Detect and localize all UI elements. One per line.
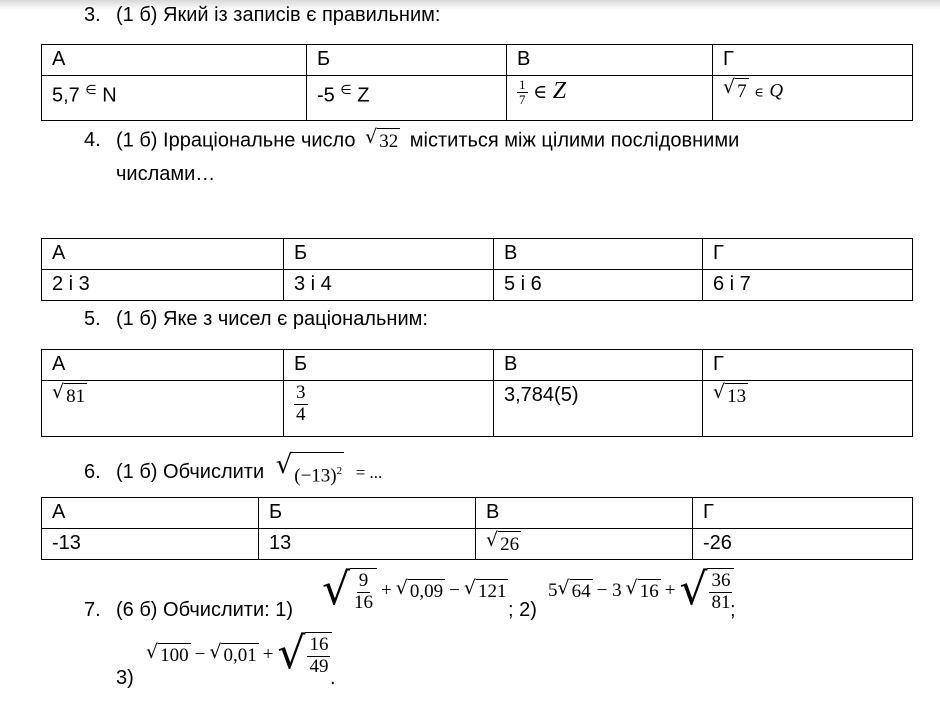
option-b-value: [284, 381, 494, 437]
question-6-options-table: [41, 497, 913, 560]
option-c-header: В: [494, 239, 703, 270]
option-b-header: Б: [284, 350, 494, 381]
question-number: 5.: [84, 308, 101, 330]
square-root-fraction: √ $\frac{36}{81}$: [679, 568, 734, 614]
option-a-header: А: [42, 239, 284, 270]
option-d-header: Г: [703, 239, 913, 270]
option-d-value: [703, 381, 913, 437]
element-of-symbol: ∈: [340, 82, 352, 97]
option-c-header: В: [507, 45, 713, 76]
separator-3: ;: [730, 599, 736, 621]
square-root: √ 64: [557, 576, 591, 602]
options-value-row: [42, 529, 913, 560]
option-b-value: 13: [259, 529, 476, 560]
question-3-title: [84, 3, 440, 27]
square-root: √ 0,09: [395, 576, 444, 602]
option-c-value: $\frac{1}{7}$ ∈ Z: [507, 76, 713, 121]
question-number: 7.: [84, 599, 101, 621]
end-period: .: [330, 667, 336, 689]
question-6-title: 6. (1 б) Обчислити √ $(-13)^2$ = ...: [84, 452, 382, 493]
option-d-header: Г: [693, 498, 913, 529]
question-4-title: 4. (1 б) Ірраціональне число √ 32 міститься між цілими послідовними: [84, 126, 740, 152]
option-a-header: А: [42, 350, 284, 381]
options-header-row: [42, 350, 913, 381]
option-c-value: 5 і 6: [494, 270, 703, 301]
options-value-row: [42, 270, 913, 301]
option-a-value: 5,7 ∈ N: [42, 76, 307, 121]
square-root: √ 32: [365, 126, 399, 152]
square-root: √ 100: [146, 640, 189, 666]
option-d-value: -26: [693, 529, 913, 560]
square-root-fraction: √ $\frac{9}{16}$: [322, 568, 377, 614]
square-root: √ 0,01: [209, 640, 257, 666]
square-root: √ 81: [52, 381, 86, 407]
option-a-value: [42, 381, 284, 437]
question-number: 3.: [84, 4, 101, 26]
square-root: √ 16: [625, 576, 659, 602]
option-a-value: 2 і 3: [42, 270, 284, 301]
options-header-row: [42, 498, 913, 529]
question-4-options-table: [41, 238, 913, 301]
option-a-header: А: [42, 498, 259, 529]
square-root: √ 26: [486, 529, 520, 555]
expression-3: √ 100 − √ 0,01 + √ $\frac{16}{49}$: [146, 632, 332, 678]
separator-2: ; 2): [508, 599, 537, 621]
question-4-title-line2: числами…: [116, 163, 216, 185]
question-text: (1 б) Який із записів є правильним:: [116, 4, 441, 26]
option-b-header: Б: [284, 239, 494, 270]
square-root: √ 13: [713, 381, 747, 407]
square-root: √ 121: [463, 576, 507, 602]
question-5-title: [84, 307, 428, 331]
square-root: √ $(-13)^2$: [276, 452, 344, 493]
option-d-value: 6 і 7: [703, 270, 913, 301]
option-c-value: [476, 529, 693, 560]
fraction: $\frac{3}{4}$: [296, 382, 306, 425]
options-header-row: [42, 239, 913, 270]
element-of-symbol: ∈: [85, 82, 97, 97]
question-3-options-table: [41, 44, 913, 121]
option-d-value: √ 7 ∈ Q: [713, 76, 913, 121]
option-c-header: В: [476, 498, 693, 529]
options-value-row: [42, 76, 913, 121]
expression-2: 5 √ 64 − 3 √ 16 + √ $\frac{36}{81}$: [548, 568, 734, 614]
option-c-value: 3,784(5): [494, 381, 703, 437]
options-header-row: [42, 45, 913, 76]
square-root: √ 7: [723, 76, 747, 102]
option-d-header: Г: [713, 45, 913, 76]
fraction: $\frac{1}{7}$: [519, 77, 526, 108]
question-text: (1 б) Яке з чисел є раціональним:: [116, 308, 428, 330]
part-3-label: 3): [116, 667, 134, 689]
question-7-title: 7. (6 б) Обчислити: 1): [84, 599, 294, 621]
option-d-header: Г: [703, 350, 913, 381]
options-value-row: [42, 381, 913, 437]
expression-1: √ $\frac{9}{16}$ + √ 0,09 − √ 121: [322, 564, 507, 615]
option-b-header: Б: [307, 45, 507, 76]
option-b-header: Б: [259, 498, 476, 529]
option-b-value: 3 і 4: [284, 270, 494, 301]
option-a-value: -13: [42, 529, 259, 560]
question-number: 6.: [84, 460, 101, 483]
square-root-fraction: √ $\frac{16}{49}$: [277, 632, 332, 678]
option-a-header: А: [42, 45, 307, 76]
option-c-header: В: [494, 350, 703, 381]
option-b-value: -5 ∈ Z: [307, 76, 507, 121]
question-number: 4.: [84, 129, 101, 152]
question-5-options-table: [41, 349, 913, 437]
